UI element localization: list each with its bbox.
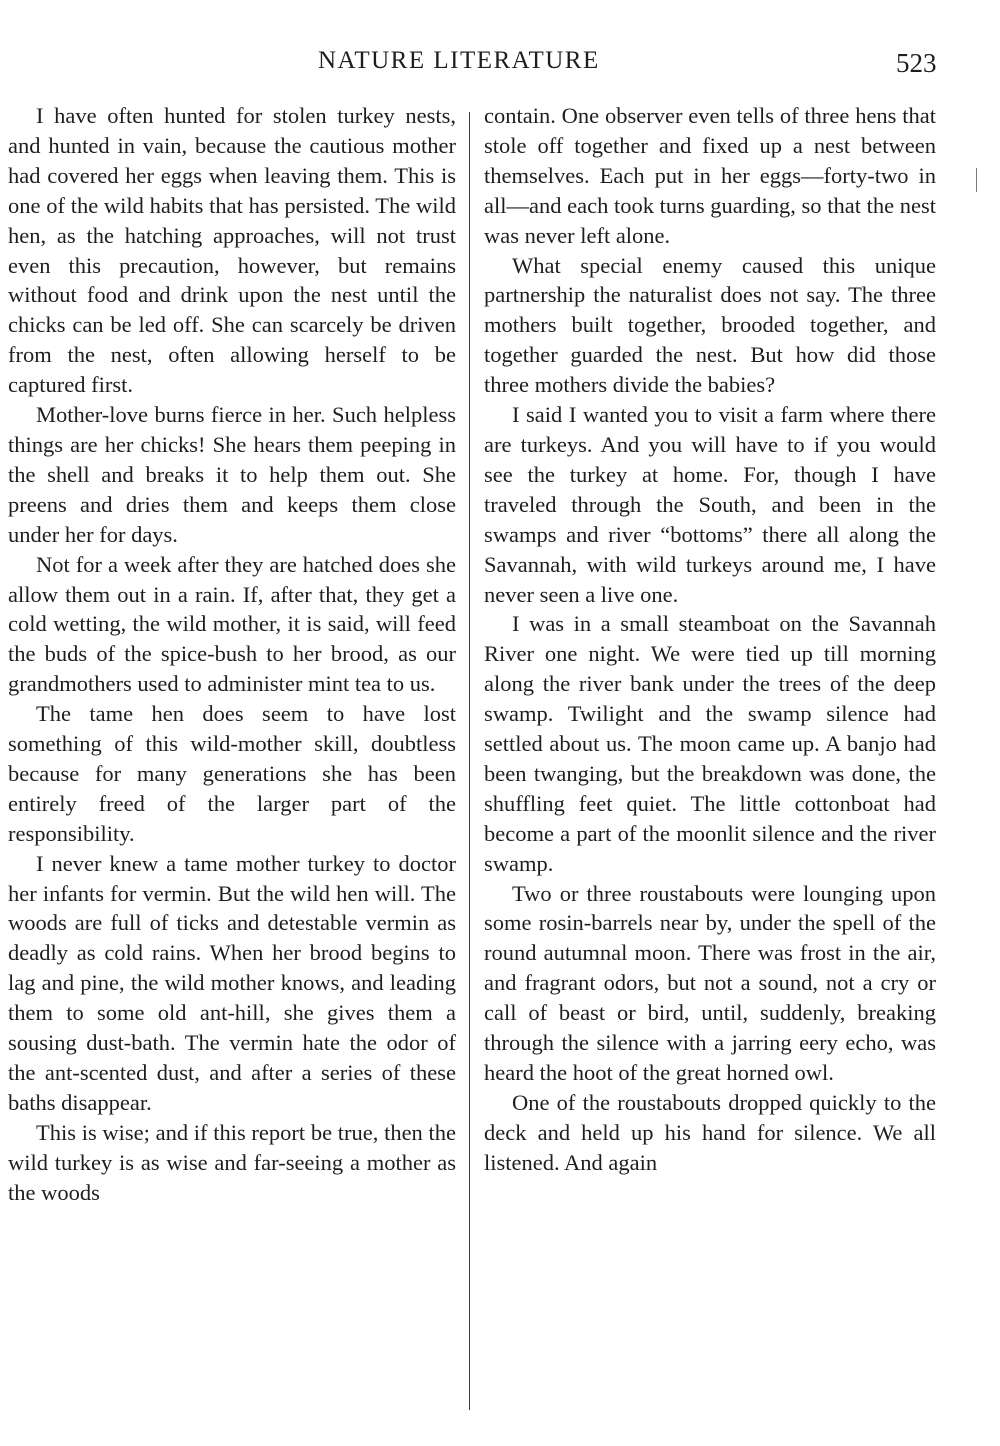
paragraph: What special enemy caused this unique partnership the naturalist does not say. The three mothers built together, brooded together, and together guarded the nest. But how did those three mothers divide the babies? <box>484 252 936 398</box>
paragraph: I said I wanted you to visit a farm where there are turkeys. And you will have to if you would see the turkey at home. For, though I have traveled through the South, and been in the swamps and river “bottoms” there all along the Savannah, with wild turkeys around me, I have never seen a live one. <box>484 402 936 607</box>
paragraph: Not for a week after they are hatched does she allow them out in a rain. If, after that, they get a cold wetting, the wild mother, it is said, will feed the buds of the spice-bush to her brood, as our grandmothers used to administer mint tea to us. <box>8 551 456 697</box>
paragraph: Mother-love burns fierce in her. Such helpless things are her chicks! She hears them peeping in the shell and breaks it to help them out. She preens and dries them and keeps them close under her for days. <box>8 402 456 547</box>
running-header <box>0 44 1000 78</box>
scan-edge-mark <box>976 168 977 192</box>
paragraph: I have often hunted for stolen turkey nests, and hunted in vain, because the cautious mother had covered her eggs when leaving them. This is one of the wild habits that has persisted. The wild hen, as the hatching approaches, will not trust even this precaution, however, but remains without food and drink upon the nest until the chicks can be led off. She can scarcely be driven from the nest, often allowing herself to be captured first. <box>8 103 456 398</box>
running-title: NATURE LITERATURE <box>318 47 600 74</box>
paragraph: One of the roustabouts dropped quickly to the deck and held up his hand for silence. We all listened. And again <box>484 1089 936 1175</box>
paragraph: I was in a small steamboat on the Savannah River one night. We were tied up till morning along the river bank under the trees of the deep swamp. Twilight and the swamp silence had settled about us. The moon came up. A banjo had been twanging, but the breakdown was done, the shuffling feet quiet. The little cottonboat had become a part of the moonlit silence and the river swamp. <box>484 611 936 876</box>
column-divider <box>469 112 470 1410</box>
paragraph: This is wise; and if this report be true, then the wild turkey is as wise and far-seeing a mother as the woods <box>8 1119 456 1205</box>
page-number: 523 <box>896 48 937 78</box>
paragraph: I never knew a tame mother turkey to doctor her infants for vermin. But the wild hen will. The woods are full of ticks and detestable vermin as deadly as cold rains. When her brood begins to lag and pine, the wild mother knows, and leading them to some old ant-hill, she gives them a sousing dust-bath. The vermin hate the odor of the ant-scented dust, and after a series of these baths disappear. <box>8 850 456 1115</box>
paragraph: Two or three roustabouts were lounging upon some rosin-barrels near by, under the spell of the round autumnal moon. There was frost in the air, and fragrant odors, but not a sound, not a cry or call of beast or bird, until, suddenly, breaking through the silence with a jarring eery echo, was heard the hoot of the great horned owl. <box>484 880 936 1085</box>
left-column <box>8 101 456 1208</box>
paragraph: The tame hen does seem to have lost something of this wild-mother skill, doubtless because for many generations she has been entirely freed of the larger part of the responsibility. <box>8 701 456 846</box>
continued-paragraph: contain. One observer even tells of three hens that stole off together and fixed up a nest between themselves. Each put in her eggs—forty-two in all—and each took turns guarding, so that the nest was never left alone. <box>484 103 936 248</box>
right-column <box>484 101 936 1178</box>
